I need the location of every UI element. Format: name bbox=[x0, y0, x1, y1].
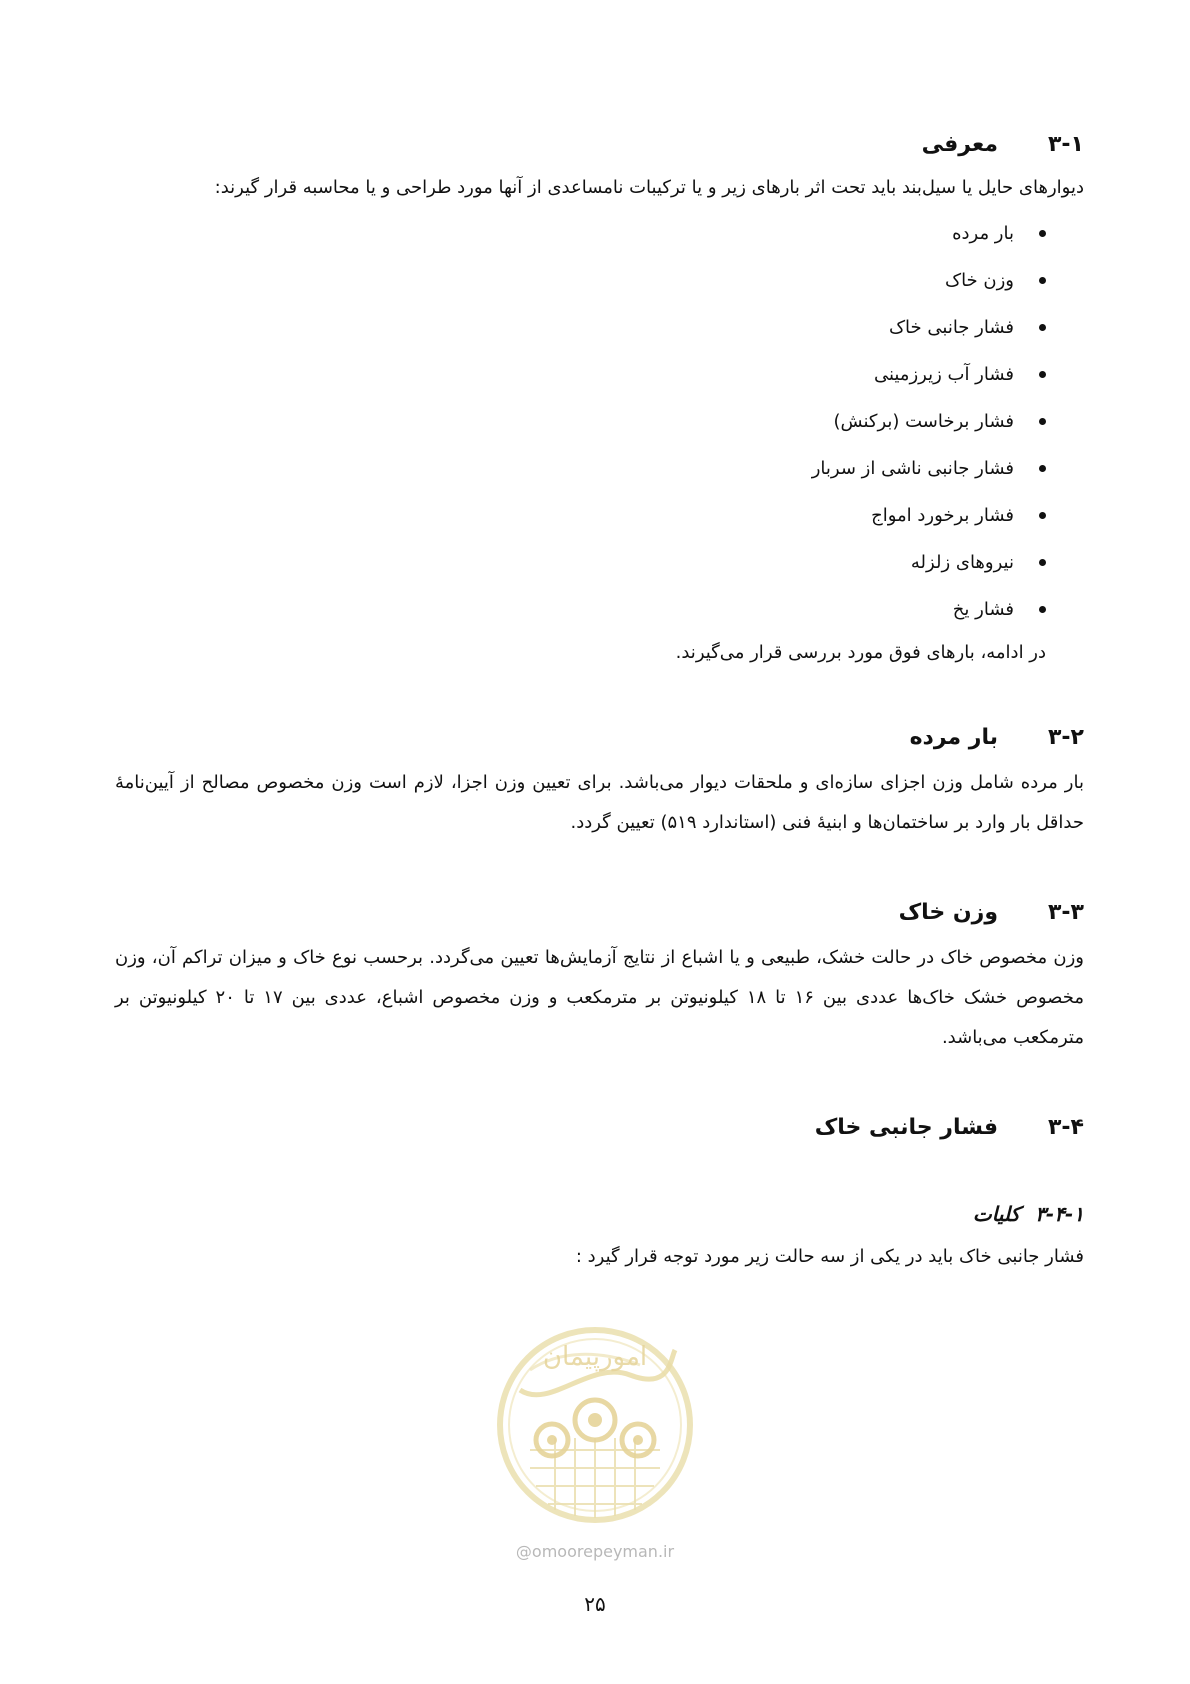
list-item: فشار یخ bbox=[115, 586, 1046, 633]
section-heading-3-3 bbox=[115, 898, 1084, 928]
section-number: ۳-۴ bbox=[1048, 1115, 1084, 1140]
bullet-icon bbox=[1039, 277, 1046, 284]
section-heading-3-4 bbox=[115, 1113, 1084, 1143]
subsection-heading-3-4-1 bbox=[115, 1199, 1084, 1229]
section-number: ۳-۳ bbox=[1048, 900, 1084, 925]
list-item: فشار برخاست (برکنش) bbox=[115, 398, 1046, 445]
section-heading-3-1 bbox=[115, 130, 1084, 160]
bullet-icon bbox=[1039, 371, 1046, 378]
list-item: فشار برخورد امواج bbox=[115, 492, 1046, 539]
bullet-icon bbox=[1039, 230, 1046, 237]
section-paragraph: بار مرده شامل وزن اجزای سازه‌ای و ملحقات دیوار می‌باشد. برای تعیین وزن اجزا، لازم است وزن مخصوص مصالح از آیین‌نامهٔ حداقل بار وارد بر ساختمان‌ها و ابنیهٔ فنی (استاندارد ۵۱۹) تعیین گردد. bbox=[115, 772, 1084, 833]
bullet-icon bbox=[1039, 559, 1046, 566]
section-title: بار مرده bbox=[909, 725, 998, 750]
page-number: ۲۵ bbox=[584, 1592, 606, 1616]
bullet-icon bbox=[1039, 324, 1046, 331]
page-content bbox=[115, 130, 1084, 1277]
list-item: بار مرده bbox=[115, 210, 1046, 257]
list-item: وزن خاک bbox=[115, 257, 1046, 304]
list-item: فشار آب زیرزمینی bbox=[115, 351, 1046, 398]
bullet-icon bbox=[1039, 606, 1046, 613]
watermark bbox=[490, 1320, 700, 1570]
subsection-title: کلیات bbox=[972, 1202, 1020, 1226]
bullet-icon bbox=[1039, 512, 1046, 519]
bullet-icon bbox=[1039, 465, 1046, 472]
section-title: وزن خاک bbox=[898, 900, 998, 925]
section-title: معرفی bbox=[921, 132, 998, 157]
watermark-url: @omoorepeyman.ir bbox=[515, 1542, 675, 1561]
section-title: فشار جانبی خاک bbox=[814, 1115, 998, 1140]
watermark-logo-icon bbox=[490, 1320, 700, 1530]
section-outro: در ادامه، بارهای فوق مورد بررسی قرار می‌گیرند. bbox=[675, 642, 1046, 663]
section-paragraph: وزن مخصوص خاک در حالت خشک، طبیعی و یا اشباع از نتایج آزمایش‌ها تعیین می‌گردد. برحسب نوع خاک و میزان تراکم آن، وزن مخصوص خشک خاک‌ها عددی بین ۱۶ تا ۱۸ کیلونیوتن بر مترمکعب و وزن مخصوص اشباع، عددی بین ۱۷ تا ۲۰ کیلونیوتن بر مترمکعب می‌باشد. bbox=[115, 947, 1085, 1048]
list-item: فشار جانبی ناشی از سربار bbox=[115, 445, 1046, 492]
list-item: نیروهای زلزله bbox=[115, 539, 1046, 586]
subsection-number: ۳-۴-۱ bbox=[1035, 1202, 1084, 1226]
watermark-logo-text: امورپیمان bbox=[542, 1342, 648, 1372]
list-item: فشار جانبی خاک bbox=[115, 304, 1046, 351]
section-intro: دیوارهای حایل یا سیل‌بند باید تحت اثر بارهای زیر و یا ترکیبات نامساعدی از آنها مورد طراحی و یا محاسبه قرار گیرند: bbox=[214, 177, 1084, 198]
loads-list bbox=[115, 210, 1084, 633]
bullet-icon bbox=[1039, 418, 1046, 425]
subsection-paragraph: فشار جانبی خاک باید در یکی از سه حالت زیر مورد توجه قرار گیرد : bbox=[575, 1246, 1084, 1267]
section-number: ۳-۲ bbox=[1048, 725, 1084, 750]
section-heading-3-2 bbox=[115, 723, 1084, 753]
section-number: ۳-۱ bbox=[1048, 132, 1084, 157]
